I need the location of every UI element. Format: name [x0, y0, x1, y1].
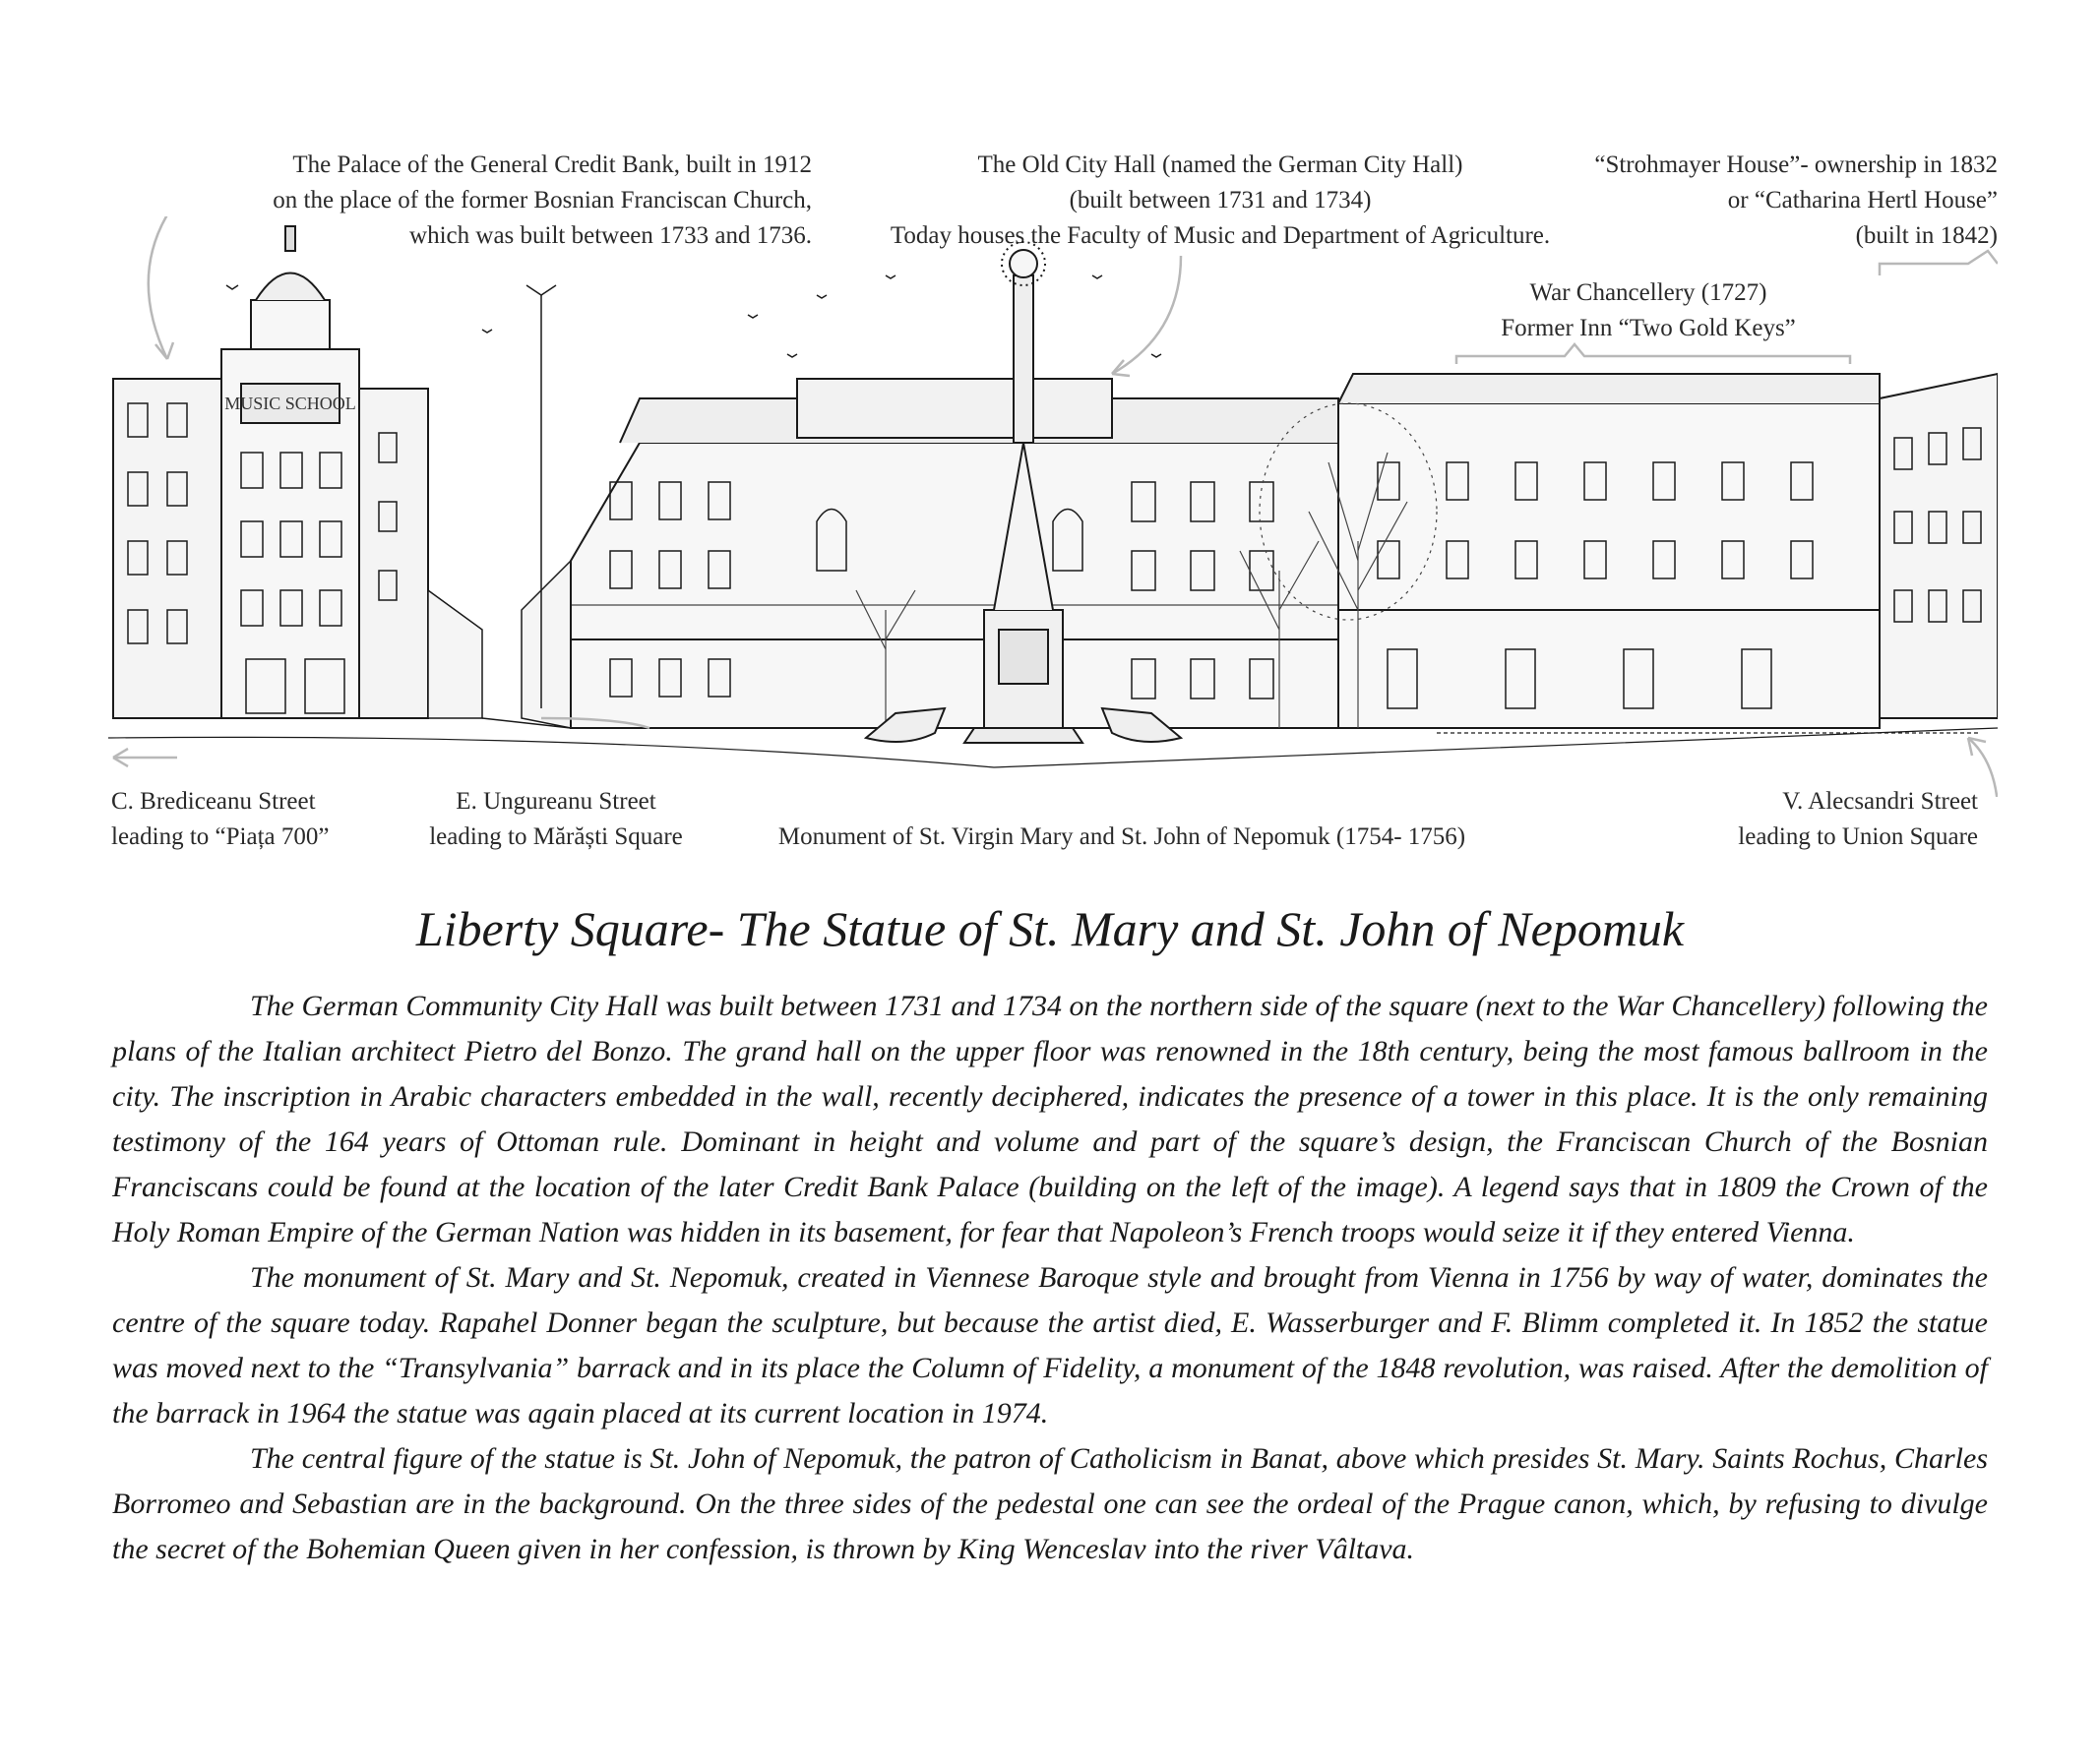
paragraph: The monument of St. Mary and St. Nepomuk, created in Viennese Baroque style and brought from Vienna in 1756 by way of water, dominates the centre of the square today. Rapahel Donner began the sculpture, but because the artist died, E. Wasserburger and F. Blimm completed it. In 1852 the statue was moved next to the “Transylvania” barrack and in its place the Column of Fidelity, a monument of the 1848 revolution, was raised. After the demolition of the barrack in 1964 the statue was again placed at its current location in 1974.	[112, 1261, 1988, 1429]
brace-strohmayer	[1880, 251, 1998, 275]
arrow-bank	[149, 216, 197, 359]
distant-street-buildings	[428, 285, 571, 728]
caption-bank-palace: The Palace of the General Credit Bank, built in 1912 on the place of the former Bosnian Franciscan Church, which was built between 1733 and 1736.	[273, 152, 812, 249]
paragraph: The central figure of the statue is St. John of Nepomuk, the patron of Catholicism in Banat, above which presides St. Mary. Saints Rochus, Charles Borromeo and Sebastian are in the background. On the three sides of the pedestal one can see the ordeal of the Prague canon, which, by refusing to divulge the secret of the Bohemian Queen given in her confession, is thrown by King Wenceslav into the river Vâltava.	[112, 1442, 1988, 1565]
caption-monument: Monument of St. Virgin Mary and St. John of Nepomuk (1754- 1756)	[777, 823, 1466, 850]
caption-old-city-hall: The Old City Hall (named the German City Hall) (built between 1731 and 1734) Today houses the Faculty of Music and Department of Agriculture.	[890, 152, 1551, 249]
strohmayer-house-drawing	[1880, 374, 1998, 718]
caption-war-chancellery: War Chancellery (1727) Former Inn “Two Gold Keys”	[1501, 279, 1796, 341]
caption-alecsandri-street: V. Alecsandri Street leading to Union Square	[1738, 788, 1978, 850]
credit-bank-palace-drawing	[113, 226, 428, 718]
document-title: Liberty Square- The Statue of St. Mary and St. John of Nepomuk	[415, 901, 1685, 956]
caption-strohmayer-house: “Strohmayer House”- ownership in 1832 or “Catharina Hertl House” (built in 1842)	[1594, 152, 1998, 249]
old-city-hall-drawing	[571, 379, 1338, 728]
body-text	[112, 984, 1988, 1572]
arrow-city-hall	[1112, 256, 1181, 374]
paragraph: The German Community City Hall was built between 1731 and 1734 on the northern side of the square (next to the War Chancellery) following the plans of the Italian architect Pietro del Bonzo. The grand hall on the upper floor was renowned in the 18th century, being the most famous ballroom in the city. The inscription in Arabic characters embedded in the wall, recently deciphered, indicates the presence of a tower in this place. It is the only remaining testimony of the 164 years of Ottoman rule. Dominant in height and volume and part of the square’s design, the Franciscan Church of the Bosnian Franciscans could be found at the location of the later Credit Bank Palace (building on the left of the image). A legend says that in 1809 the Crown of the Holy Roman Empire of the German Nation was hidden in its basement, for fear that Napoleon’s French troops would seize it if they entered Vienna.	[112, 990, 1988, 1248]
caption-brediceanu-street: C. Brediceanu Street leading to “Piața 700”	[111, 788, 330, 850]
caption-ungureanu-street: E. Ungureanu Street leading to Mărăști Square	[429, 788, 683, 850]
war-chancellery-drawing	[1338, 374, 1880, 728]
liberty-square-illustration	[108, 216, 1998, 797]
brace-war-chancellery	[1456, 344, 1850, 364]
music-school-sign: MUSIC SCHOOL	[224, 394, 356, 413]
